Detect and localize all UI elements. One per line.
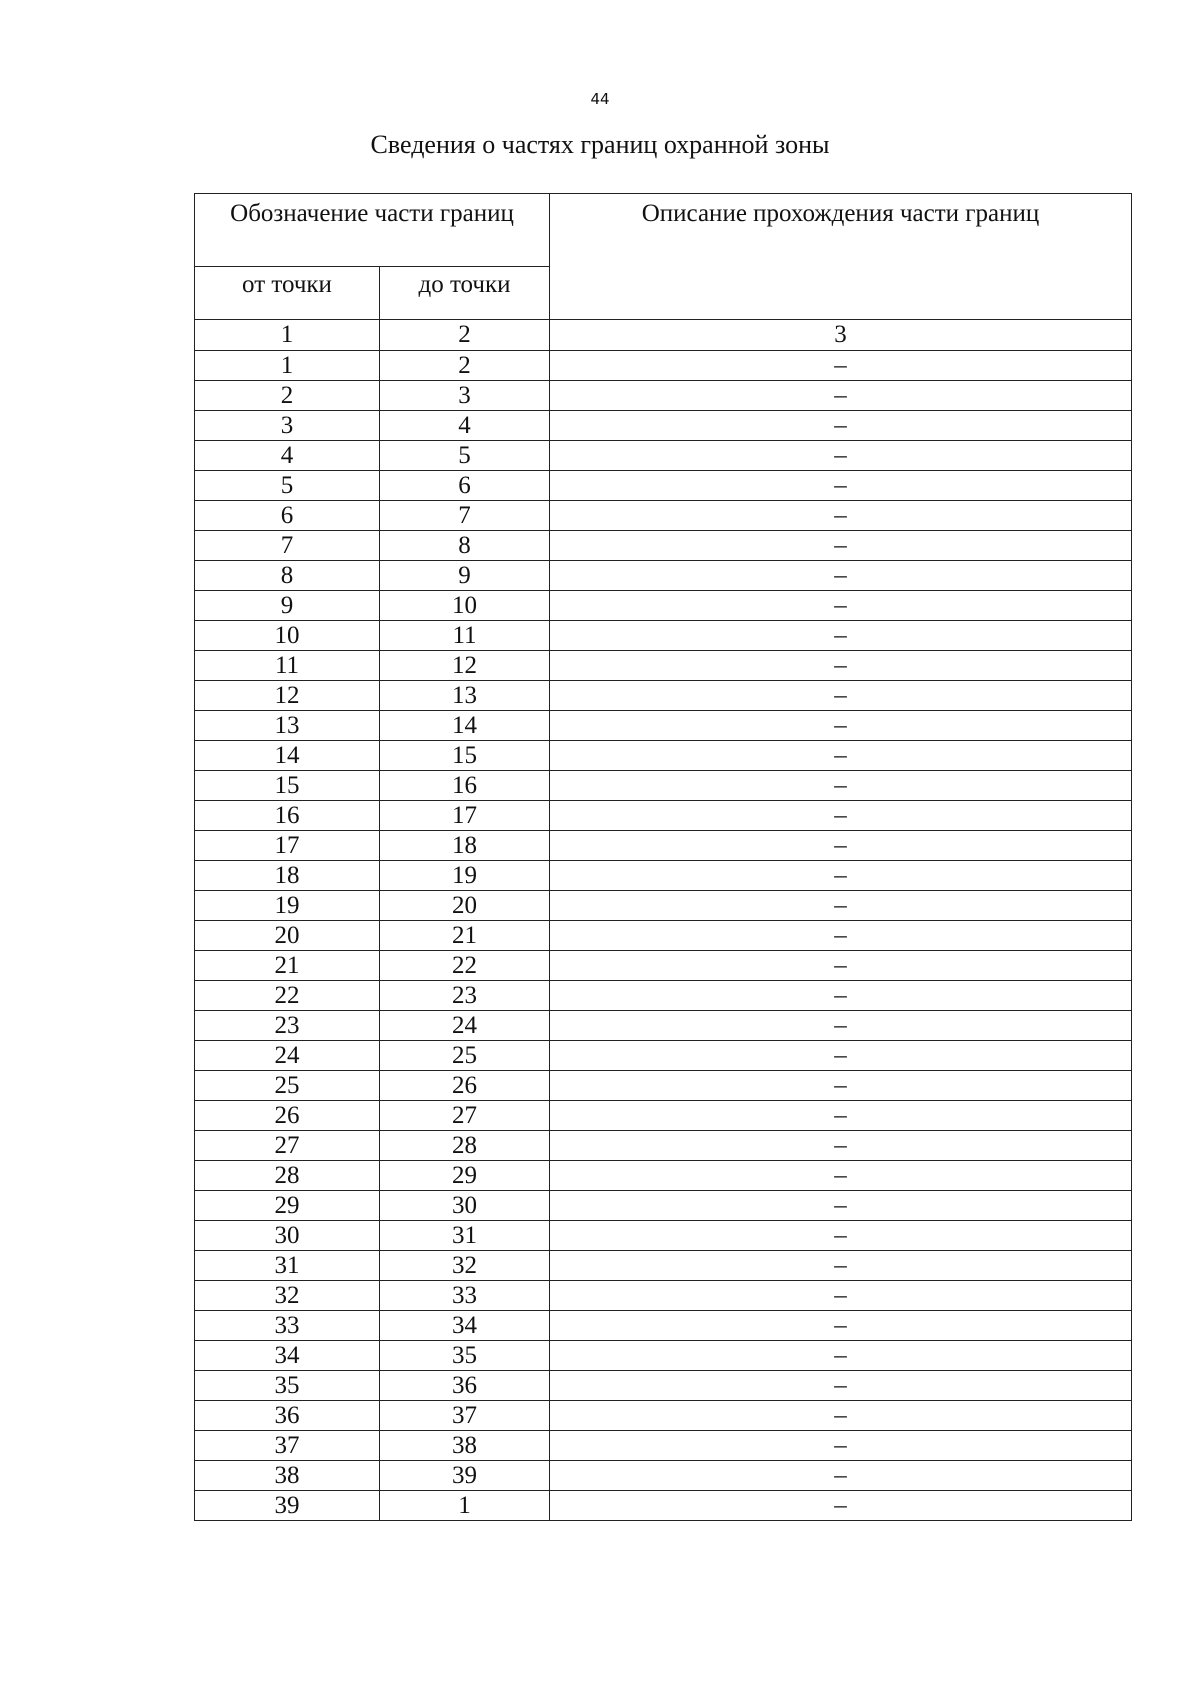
cell-description: – [550,711,1132,741]
table-row [195,1491,1132,1521]
cell-description: – [550,1161,1132,1191]
table-row [195,591,1132,621]
cell-description: – [550,771,1132,801]
header-from-point: от точки [195,267,380,320]
cell-from-point: 32 [195,1281,380,1311]
cell-from-point: 3 [195,411,380,441]
cell-description: – [550,681,1132,711]
table-row [195,1161,1132,1191]
table-row [195,981,1132,1011]
table-row [195,1461,1132,1491]
table-row [195,501,1132,531]
table-row [195,651,1132,681]
cell-to-point: 3 [380,381,550,411]
cell-from-point: 26 [195,1101,380,1131]
table-row [195,1011,1132,1041]
cell-to-point: 11 [380,621,550,651]
cell-to-point: 24 [380,1011,550,1041]
cell-description: – [550,861,1132,891]
cell-description: – [550,621,1132,651]
cell-from-point: 33 [195,1311,380,1341]
cell-from-point: 4 [195,441,380,471]
column-number: 1 [195,320,380,351]
table-row [195,831,1132,861]
boundary-parts-table [194,193,1132,1521]
cell-description: – [550,921,1132,951]
cell-to-point: 21 [380,921,550,951]
table-row [195,861,1132,891]
cell-from-point: 27 [195,1131,380,1161]
page-number: 44 [590,90,610,108]
cell-description: – [550,801,1132,831]
cell-description: – [550,1491,1132,1521]
cell-to-point: 29 [380,1161,550,1191]
cell-from-point: 7 [195,531,380,561]
column-number-row [195,320,1132,351]
cell-description: – [550,1461,1132,1491]
cell-to-point: 18 [380,831,550,861]
table-row [195,891,1132,921]
table-row [195,1101,1132,1131]
cell-from-point: 21 [195,951,380,981]
cell-from-point: 17 [195,831,380,861]
cell-description: – [550,1191,1132,1221]
cell-to-point: 14 [380,711,550,741]
cell-to-point: 9 [380,561,550,591]
table-row [195,531,1132,561]
cell-to-point: 31 [380,1221,550,1251]
cell-from-point: 35 [195,1371,380,1401]
cell-description: – [550,1041,1132,1071]
cell-from-point: 31 [195,1251,380,1281]
page-title: Сведения о частях границ охранной зоны [370,130,830,159]
cell-from-point: 36 [195,1401,380,1431]
cell-description: – [550,591,1132,621]
cell-from-point: 29 [195,1191,380,1221]
cell-to-point: 32 [380,1251,550,1281]
cell-from-point: 9 [195,591,380,621]
cell-description: – [550,951,1132,981]
cell-to-point: 27 [380,1101,550,1131]
cell-from-point: 30 [195,1221,380,1251]
table-row [195,1371,1132,1401]
cell-description: – [550,1371,1132,1401]
table-row [195,621,1132,651]
table-row [195,1431,1132,1461]
cell-description: – [550,741,1132,771]
cell-description: – [550,1401,1132,1431]
cell-from-point: 13 [195,711,380,741]
cell-from-point: 10 [195,621,380,651]
table-row [195,351,1132,381]
table-row [195,921,1132,951]
cell-description: – [550,351,1132,381]
table-row [195,1281,1132,1311]
cell-to-point: 25 [380,1041,550,1071]
table-row [195,951,1132,981]
cell-to-point: 36 [380,1371,550,1401]
table-row [195,441,1132,471]
cell-description: – [550,891,1132,921]
table-row [195,411,1132,441]
cell-description: – [550,411,1132,441]
cell-description: – [550,531,1132,561]
table-row [195,1191,1132,1221]
cell-from-point: 39 [195,1491,380,1521]
header-to-point: до точки [380,267,550,320]
cell-to-point: 4 [380,411,550,441]
cell-to-point: 28 [380,1131,550,1161]
table-row [195,681,1132,711]
table-body [195,351,1132,1521]
table-row [195,711,1132,741]
cell-description: – [550,501,1132,531]
cell-to-point: 37 [380,1401,550,1431]
table-row [195,1221,1132,1251]
cell-to-point: 30 [380,1191,550,1221]
cell-from-point: 37 [195,1431,380,1461]
cell-from-point: 1 [195,351,380,381]
cell-description: – [550,1281,1132,1311]
cell-to-point: 16 [380,771,550,801]
table-row [195,381,1132,411]
column-number: 3 [550,320,1132,351]
cell-to-point: 35 [380,1341,550,1371]
cell-to-point: 1 [380,1491,550,1521]
header-boundary-part-designation: Обозначение части границ [195,194,550,267]
cell-from-point: 18 [195,861,380,891]
cell-from-point: 2 [195,381,380,411]
table-row [195,1341,1132,1371]
cell-description: – [550,1071,1132,1101]
cell-description: – [550,381,1132,411]
cell-to-point: 39 [380,1461,550,1491]
cell-from-point: 8 [195,561,380,591]
cell-from-point: 20 [195,921,380,951]
table-row [195,1251,1132,1281]
cell-description: – [550,561,1132,591]
cell-description: – [550,1341,1132,1371]
cell-from-point: 12 [195,681,380,711]
cell-description: – [550,1101,1132,1131]
cell-description: – [550,1431,1132,1461]
cell-description: – [550,1221,1132,1251]
cell-description: – [550,1131,1132,1161]
table-row [195,471,1132,501]
header-boundary-description: Описание прохождения части границ [550,194,1132,320]
cell-to-point: 23 [380,981,550,1011]
table-row [195,741,1132,771]
cell-to-point: 2 [380,351,550,381]
table-row [195,1401,1132,1431]
cell-from-point: 14 [195,741,380,771]
cell-description: – [550,651,1132,681]
cell-to-point: 38 [380,1431,550,1461]
cell-description: – [550,1251,1132,1281]
cell-description: – [550,1311,1132,1341]
cell-description: – [550,471,1132,501]
cell-to-point: 15 [380,741,550,771]
cell-description: – [550,441,1132,471]
cell-from-point: 38 [195,1461,380,1491]
cell-to-point: 8 [380,531,550,561]
table-row [195,801,1132,831]
cell-to-point: 34 [380,1311,550,1341]
cell-from-point: 24 [195,1041,380,1071]
cell-description: – [550,1011,1132,1041]
cell-from-point: 6 [195,501,380,531]
cell-to-point: 26 [380,1071,550,1101]
table-row [195,1131,1132,1161]
cell-from-point: 22 [195,981,380,1011]
cell-to-point: 6 [380,471,550,501]
cell-to-point: 22 [380,951,550,981]
table-row [195,771,1132,801]
cell-from-point: 11 [195,651,380,681]
cell-from-point: 23 [195,1011,380,1041]
cell-to-point: 10 [380,591,550,621]
cell-from-point: 34 [195,1341,380,1371]
cell-to-point: 7 [380,501,550,531]
cell-to-point: 12 [380,651,550,681]
cell-from-point: 28 [195,1161,380,1191]
table-row [195,1071,1132,1101]
cell-from-point: 25 [195,1071,380,1101]
cell-to-point: 19 [380,861,550,891]
column-number: 2 [380,320,550,351]
cell-from-point: 19 [195,891,380,921]
cell-to-point: 13 [380,681,550,711]
cell-to-point: 20 [380,891,550,921]
table-row [195,1311,1132,1341]
cell-description: – [550,981,1132,1011]
cell-to-point: 5 [380,441,550,471]
table-row [195,1041,1132,1071]
cell-to-point: 17 [380,801,550,831]
cell-from-point: 16 [195,801,380,831]
cell-from-point: 15 [195,771,380,801]
cell-from-point: 5 [195,471,380,501]
cell-description: – [550,831,1132,861]
cell-to-point: 33 [380,1281,550,1311]
table-row [195,561,1132,591]
